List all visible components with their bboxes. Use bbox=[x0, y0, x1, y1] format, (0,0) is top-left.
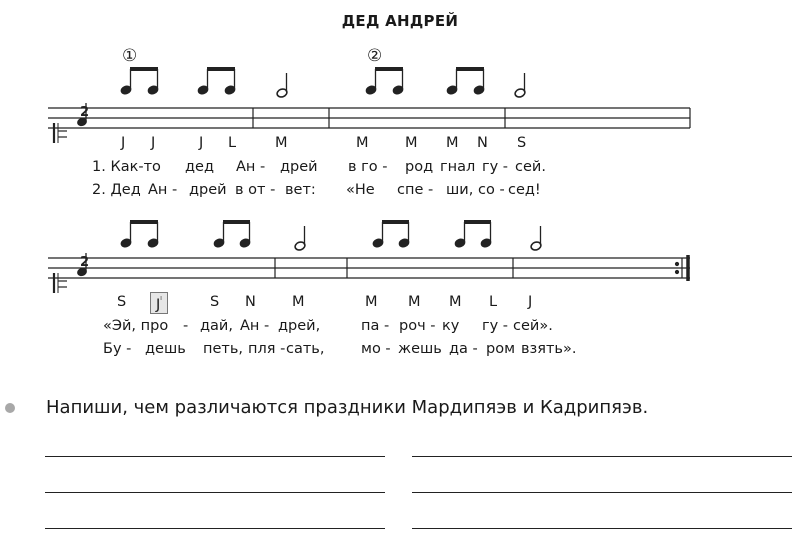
solfege-syllable: J bbox=[121, 135, 126, 151]
solfege-syllable: N bbox=[245, 294, 256, 310]
lyric-syllable: 2. Дед bbox=[92, 182, 141, 198]
lyric-syllable: - bbox=[183, 318, 189, 334]
lyric-syllable: дрей bbox=[280, 159, 318, 175]
time-signature-1: 2 bbox=[80, 105, 90, 120]
lyric-syllable: да - bbox=[449, 341, 478, 357]
key-sign-2 bbox=[54, 273, 67, 293]
eighth-pair-3 bbox=[365, 67, 404, 95]
solfege-syllable: M bbox=[275, 135, 288, 151]
lyric-syllable: сей. bbox=[515, 159, 546, 175]
lyric-syllable: род bbox=[405, 159, 434, 175]
lyric-syllable: сед! bbox=[508, 182, 541, 198]
lyric-syllable: вет: bbox=[285, 182, 316, 198]
key-sign-1 bbox=[54, 123, 67, 143]
eighth-pair-2 bbox=[197, 67, 236, 95]
time-signature-2: 2 bbox=[80, 255, 90, 270]
lyric-syllable: дед bbox=[185, 159, 214, 175]
half-note-3 bbox=[294, 226, 306, 251]
solfege-syllable: L bbox=[489, 294, 498, 310]
eighth-pair-6 bbox=[213, 220, 251, 248]
solfege-syllable: M bbox=[292, 294, 305, 310]
lyric-syllable: гу - bbox=[482, 318, 509, 334]
lyric-syllable: Ан - bbox=[148, 182, 178, 198]
lyric-syllable: взять». bbox=[521, 341, 577, 357]
solfege-syllable: M bbox=[446, 135, 459, 151]
writing-line[interactable] bbox=[412, 492, 792, 493]
solfege-syllable: J bbox=[199, 135, 204, 151]
lyric-syllable: пля - bbox=[248, 341, 286, 357]
writing-line[interactable] bbox=[412, 528, 792, 529]
lyric-syllable: па - bbox=[361, 318, 390, 334]
eighth-pair-8 bbox=[454, 220, 492, 248]
writing-line[interactable] bbox=[412, 456, 792, 457]
marker-2: ② bbox=[367, 46, 383, 66]
eighth-pair-5 bbox=[120, 220, 159, 248]
solfege-syllable: S bbox=[517, 135, 527, 151]
solfege-syllable: J bbox=[151, 135, 156, 151]
lyric-syllable: в от - bbox=[235, 182, 276, 198]
lyric-syllable: гнал bbox=[440, 159, 476, 175]
solfege-syllable: M bbox=[405, 135, 418, 151]
lyric-syllable: «Не bbox=[346, 182, 375, 198]
solfege-syllable: M bbox=[449, 294, 462, 310]
eighth-pair-4 bbox=[446, 67, 485, 95]
lyric-syllable: со - bbox=[478, 182, 505, 198]
lyric-syllable: Ан - bbox=[240, 318, 270, 334]
lyric-syllable: сей». bbox=[513, 318, 553, 334]
lyric-syllable: ку bbox=[442, 318, 460, 334]
lyric-syllable: Бу - bbox=[103, 341, 132, 357]
half-note-4 bbox=[530, 226, 542, 251]
lyric-syllable: в го - bbox=[348, 159, 388, 175]
lyric-syllable: мо - bbox=[361, 341, 391, 357]
solfege-syllable: J bbox=[528, 294, 533, 310]
solfege-syllable: S bbox=[117, 294, 127, 310]
lyric-syllable: 1. Как-то bbox=[92, 159, 161, 175]
solfege-syllable: M bbox=[356, 135, 369, 151]
lyric-syllable: Ан - bbox=[236, 159, 266, 175]
lyric-syllable: спе - bbox=[397, 182, 434, 198]
lyric-syllable: петь, bbox=[203, 341, 244, 357]
highlighted-solfege-syllable: $J^ˡ$ bbox=[150, 292, 168, 314]
lyric-syllable: «Эй, про bbox=[103, 318, 169, 334]
half-note-1 bbox=[276, 73, 288, 98]
solfege-syllable: M bbox=[365, 294, 378, 310]
lyric-syllable: сать, bbox=[286, 341, 325, 357]
lyric-syllable: дрей, bbox=[278, 318, 321, 334]
eighth-pair-1 bbox=[120, 67, 159, 95]
half-note-2 bbox=[514, 73, 526, 98]
lyric-syllable: роч - bbox=[399, 318, 436, 334]
lyric-syllable: дай, bbox=[200, 318, 233, 334]
lyric-syllable: гу - bbox=[482, 159, 509, 175]
lyric-syllable: дешь bbox=[145, 341, 186, 357]
lyric-syllable: ши, bbox=[446, 182, 474, 198]
lyric-syllable: ром bbox=[486, 341, 516, 357]
solfege-syllable: N bbox=[477, 135, 488, 151]
writing-line[interactable] bbox=[45, 492, 385, 493]
writing-line[interactable] bbox=[45, 456, 385, 457]
solfege-syllable: S bbox=[210, 294, 220, 310]
lyric-syllable: дрей bbox=[189, 182, 227, 198]
solfege-syllable: M bbox=[408, 294, 421, 310]
task-prompt: Напиши, чем различаются праздники Мардипяэв и Кадрипяэв. bbox=[46, 397, 649, 418]
lyric-syllable: жешь bbox=[398, 341, 442, 357]
marker-1: ① bbox=[122, 46, 138, 66]
song-title: ДЕД АНДРЕЙ bbox=[341, 12, 459, 30]
bullet-icon bbox=[5, 403, 15, 413]
writing-line[interactable] bbox=[45, 528, 385, 529]
solfege-syllable: L bbox=[228, 135, 237, 151]
eighth-pair-7 bbox=[372, 220, 410, 248]
